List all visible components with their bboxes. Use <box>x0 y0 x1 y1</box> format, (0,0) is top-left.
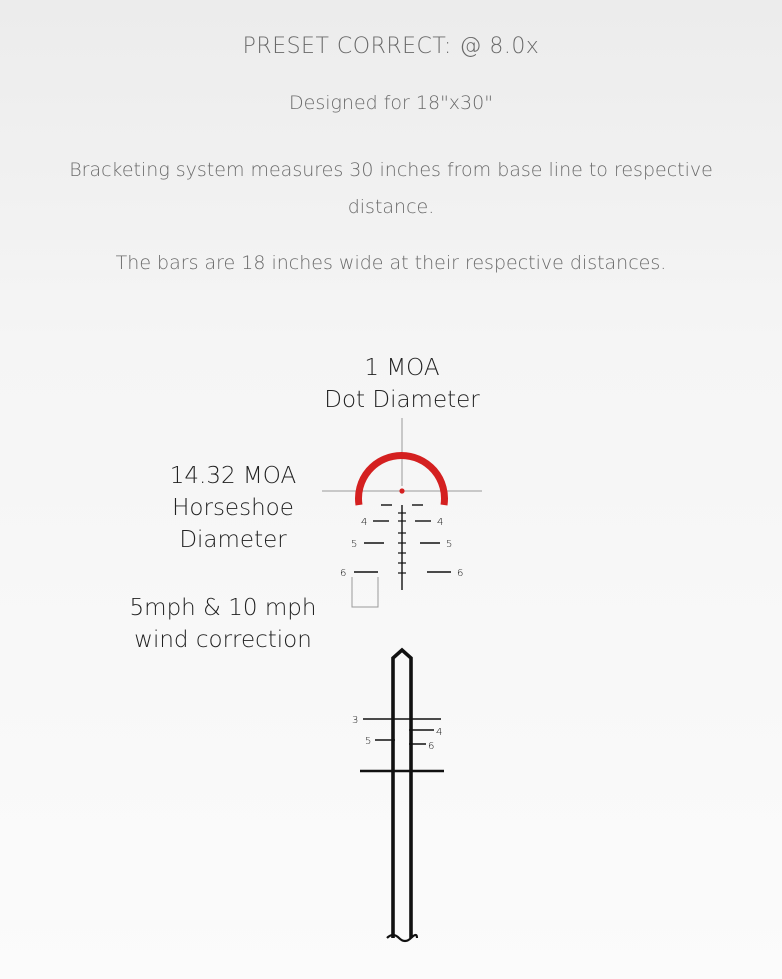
post-reticle <box>352 650 444 941</box>
post-outline <box>393 650 411 938</box>
wind-bracket-line <box>352 577 378 607</box>
hold-label-right-5: 5 <box>446 539 453 550</box>
post-label-3: 3 <box>352 715 359 726</box>
bars-description: The bars are 18 inches wide at their respective distances. <box>115 252 667 274</box>
page-subtitle: Designed for 18"x30" <box>289 92 493 114</box>
post-label-4: 4 <box>436 727 443 738</box>
horseshoe-annotation-line2: Horseshoe <box>172 495 294 521</box>
dot-annotation-line1: 1 MOA <box>364 355 440 381</box>
wind-annotation-line2: wind correction <box>134 627 312 653</box>
post-label-6: 6 <box>428 741 435 752</box>
wind-annotation-line1: 5mph & 10 mph <box>129 595 317 621</box>
hold-label-left-4: 4 <box>361 517 368 528</box>
post-label-5: 5 <box>365 736 372 747</box>
horseshoe-annotation-line3: Diameter <box>179 527 287 553</box>
hold-label-right-6: 6 <box>457 568 464 579</box>
hold-label-left-5: 5 <box>351 539 358 550</box>
horseshoe-reticle <box>322 418 482 607</box>
bracketing-description: Bracketing system measures 30 inches from base line to respective distance. <box>69 159 713 218</box>
page-title: PRESET CORRECT: @ 8.0x <box>242 34 540 59</box>
center-dot <box>399 488 404 493</box>
hold-label-left-6: 6 <box>340 568 347 579</box>
horseshoe-annotation-line1: 14.32 MOA <box>169 463 297 489</box>
dot-annotation-line2: Dot Diameter <box>324 387 480 413</box>
hold-label-right-4: 4 <box>437 517 444 528</box>
